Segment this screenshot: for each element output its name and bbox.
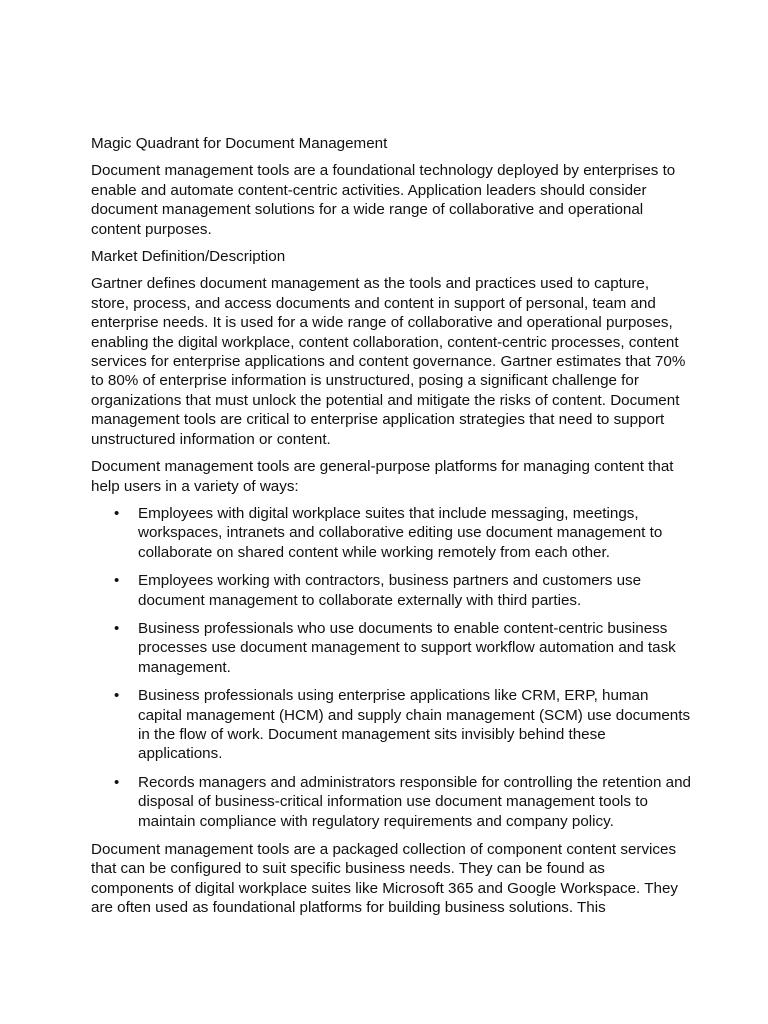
bullet-icon: • — [114, 619, 120, 637]
list-item — [91, 686, 691, 764]
list-item-text: Employees with digital workplace suites that include messaging, meetings, workspaces, intranets and collaborative editing use document management to collaborate on shared content while working remotely from each other. — [138, 504, 663, 561]
list-item-text: Business professionals using enterprise applications like CRM, ERP, human capital management (HCM) and supply chain management (SCM) use documents in the flow of work. Document management sits invisibly behind these applications. — [138, 687, 691, 763]
list-item — [91, 773, 691, 831]
bullet-icon: • — [114, 773, 120, 791]
list-item — [91, 619, 691, 677]
closing-paragraph: Document management tools are a packaged collection of component content services that can be configured to suit specific business needs. They can be found as components of digital workplace suites like Microsoft 365 and Google Workspace. They are often used as foundational platforms for building business solutions. This — [91, 841, 678, 917]
list-item-text: Employees working with contractors, business partners and customers use document management to collaborate externally with third parties. — [138, 572, 642, 609]
list-intro-paragraph: Document management tools are general-purpose platforms for managing content that help users in a variety of ways: — [91, 458, 674, 495]
bullet-icon: • — [114, 504, 120, 522]
list-item — [91, 571, 691, 610]
bullet-list — [91, 504, 691, 831]
bullet-icon: • — [114, 687, 120, 705]
list-item — [91, 504, 691, 562]
list-item-text: Business professionals who use documents to enable content-centric business processes use document management to support workflow automation and task management. — [138, 619, 676, 676]
document-page — [91, 134, 691, 926]
definition-paragraph: Gartner defines document management as the tools and practices used to capture, store, process, and access documents and content in support of personal, team and enterprise needs. It is used for a wide range of collaborative and operational purposes, enabling the digital workplace, content collaboration, content-centric processes, content services for enterprise applications and content governance. Gartner estimates that 70% to 80% of enterprise information is unstructured, posing a significant challenge for organizations that must unlock the potential and mitigate the risks of content. Document management tools are critical to enterprise application strategies that need to support unstructured information or content. — [91, 275, 686, 448]
list-item-text: Records managers and administrators responsible for controlling the retention and disposal of business-critical information use document management tools to maintain compliance with regulatory requirements and company policy. — [138, 773, 691, 830]
section-heading: Market Definition/Description — [91, 248, 286, 266]
document-title: Magic Quadrant for Document Management — [91, 135, 388, 152]
intro-paragraph: Document management tools are a foundational technology deployed by enterprises to enable and automate content-centric activities. Application leaders should consider document management solutions for a wide range of collaborative and operational content purposes. — [91, 162, 676, 238]
bullet-icon: • — [114, 572, 120, 590]
